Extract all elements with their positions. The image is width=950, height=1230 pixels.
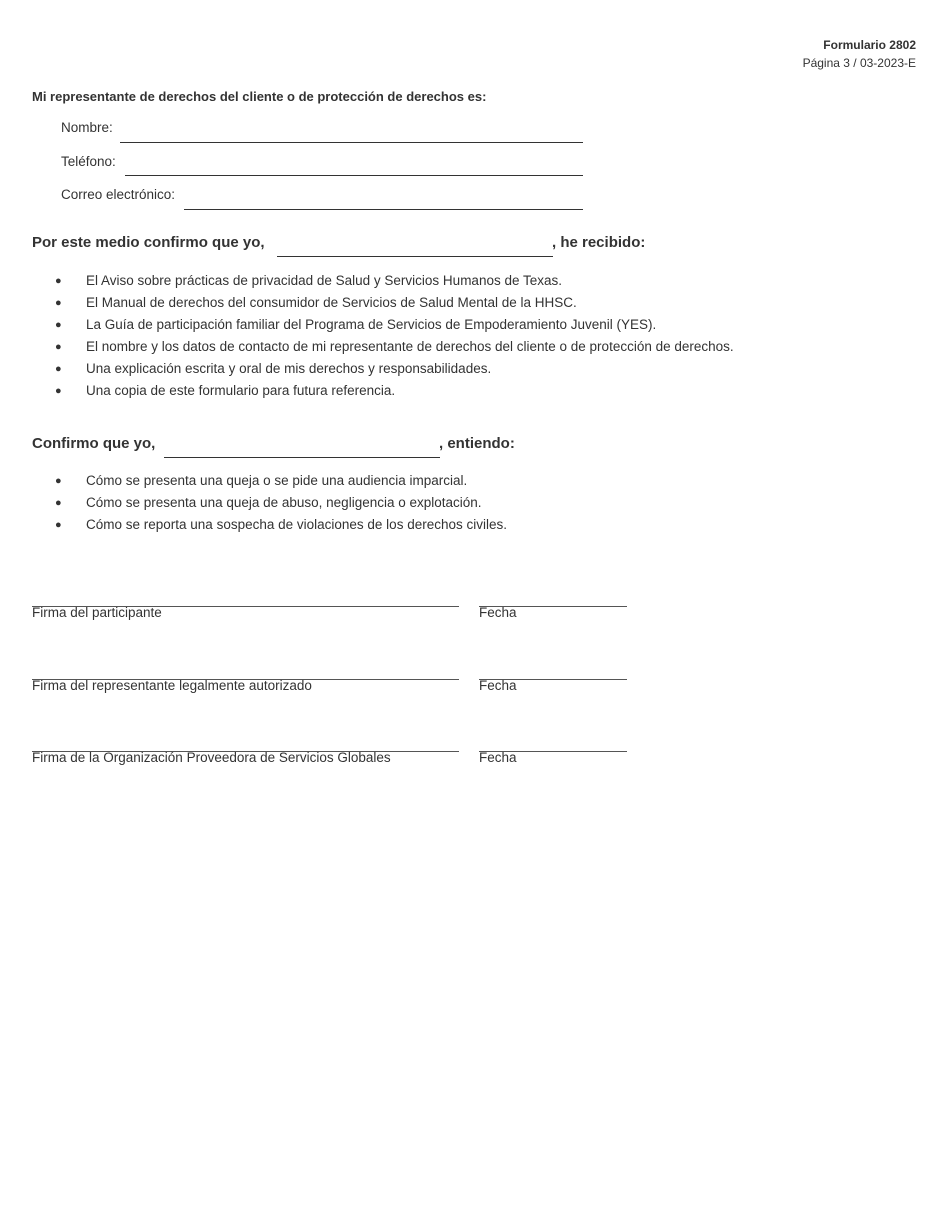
phone-label: Teléfono: [61,154,116,169]
list-item: ● El Aviso sobre prácticas de privacidad de Salud y Servicios Humanos de Texas. [55,270,734,292]
list-item: ● El nombre y los datos de contacto de mi representante de derechos del cliente o de protección de derechos. [55,336,734,358]
understand-suffix: , entiendo: [439,435,515,452]
received-suffix: , he recibido: [552,234,646,251]
bullet-icon: ● [55,319,62,331]
list-item: ● Cómo se presenta una queja de abuso, negligencia o explotación. [55,492,507,514]
name-field[interactable] [120,142,583,143]
bullet-icon: ● [55,497,62,509]
organization-date-label: Fecha [479,750,517,765]
list-item: ● Una explicación escrita y oral de mis derechos y responsabilidades. [55,358,734,380]
bullet-icon: ● [55,275,62,287]
list-item: ● Cómo se presenta una queja o se pide una audiencia imparcial. [55,470,507,492]
list-item: ● La Guía de participación familiar del Programa de Servicios de Empoderamiento Juvenil (YES). [55,314,734,336]
email-label: Correo electrónico: [61,187,176,202]
understand-list [55,470,507,536]
representative-title: Mi representante de derechos del cliente o de protección de derechos es: [32,89,487,104]
bullet-icon: ● [55,297,62,309]
participant-date-label: Fecha [479,605,517,620]
page-info: Página 3 / 03-2023-E [802,56,916,70]
bullet-icon: ● [55,341,62,353]
email-field[interactable] [184,209,583,210]
legal-rep-signature-label: Firma del representante legalmente autorizado [32,678,312,693]
received-list [55,270,734,402]
list-item: ● Una copia de este formulario para futura referencia. [55,380,734,402]
received-name-field[interactable] [277,256,553,257]
organization-signature-label: Firma de la Organización Proveedora de Servicios Globales [32,750,391,765]
bullet-icon: ● [55,475,62,487]
participant-signature-label: Firma del participante [32,605,162,620]
understand-name-field[interactable] [164,457,440,458]
form-number: Formulario 2802 [823,38,916,52]
list-item: ● El Manual de derechos del consumidor de Servicios de Salud Mental de la HHSC. [55,292,734,314]
received-prefix: Por este medio confirmo que yo, [32,234,265,251]
phone-field[interactable] [125,175,583,176]
bullet-icon: ● [55,385,62,397]
legal-rep-date-label: Fecha [479,678,517,693]
name-label: Nombre: [61,120,113,135]
bullet-icon: ● [55,363,62,375]
understand-prefix: Confirmo que yo, [32,435,156,452]
list-item: ● Cómo se reporta una sospecha de violaciones de los derechos civiles. [55,514,507,536]
bullet-icon: ● [55,519,62,531]
